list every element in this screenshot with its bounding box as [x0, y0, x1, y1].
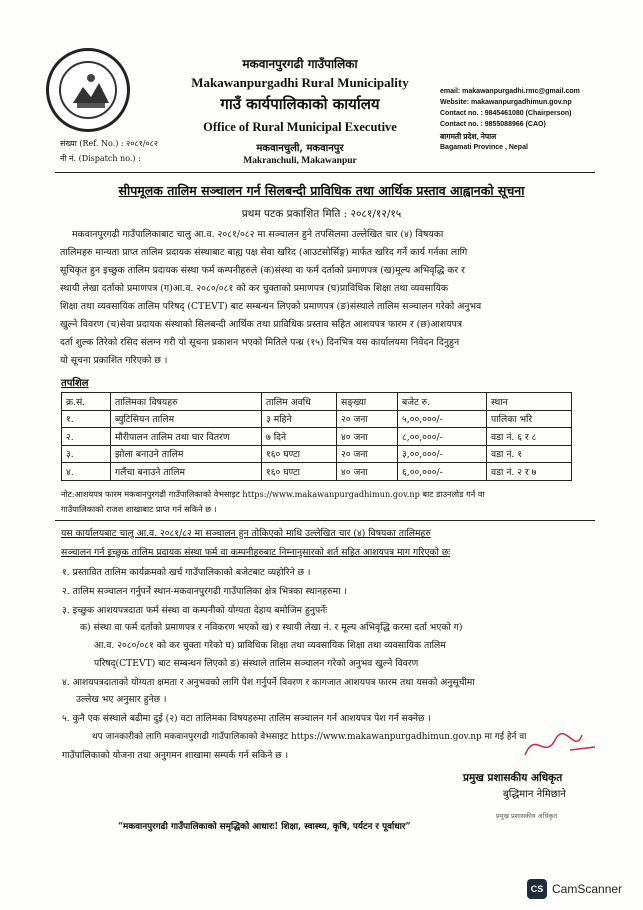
condition-item: ५. कुनै एक संस्थाले बढीमा दुई (२) वटा तालिमका विषयहरुमा तालिम सञ्चालन गर्न आशयपत्र पेश गर्न सक्नेछ । — [62, 713, 431, 724]
table-cell: १. — [62, 410, 111, 428]
table-cell: झोला बनाउने तालिम — [111, 445, 262, 463]
table-row — [62, 445, 572, 463]
header-cell: तालिम अवधि — [262, 393, 337, 411]
table-cell: ३,००,०००/- — [398, 445, 487, 463]
header-divider — [55, 172, 595, 173]
published-date: प्रथम पटक प्रकाशित मिति : २०८१/१२/१५ — [241, 208, 402, 220]
contact-chairperson: Contact no. : 9845461080 (Chairperson) — [440, 110, 572, 117]
condition-subitem: क) संस्था वा फर्म दर्ताको प्रमाणपत्र र नविकरण भएको ख) र स्थायी लेखा नं. र मूल्य अभिवृद्धि करमा दर्ता भएको ग) — [80, 622, 463, 633]
table-cell: ७ दिने — [262, 428, 337, 446]
table-cell: ८,००,०००/- — [398, 428, 487, 446]
conditions-intro: यस कार्यालयबाट चालु आ.व. २०८१/८२ मा सञ्चालन हुन तोकिएको माथि उल्लेखित चार (४) विषयका तालिमहरु — [61, 528, 431, 539]
municipality-seal-icon — [46, 48, 130, 132]
table-cell: ४० जना — [337, 428, 398, 446]
condition-item: उल्लेख भए अनुसार हुनेछ । — [76, 694, 167, 705]
table-cell: वडा नं. २ र ७ — [487, 463, 572, 481]
conditions-intro: सञ्चालन गर्न इच्छुक तालिम प्रदायक संस्था फर्म वा कम्पनीहरुबाट निम्नानुसारको शर्त सहित आशयपत्र माग गरिएको छः — [61, 547, 451, 558]
header-cell: तालिमका विषयहरु — [111, 393, 262, 411]
note-line: नोट:आशयपत्र फारम मकवानपुरगढी गाउँपालिकाको वेभसाइट https://www.makawanpurgadhimun.gov.np बाट डाउनलोड गर्न वा — [61, 489, 485, 499]
table-cell: ३. — [62, 445, 111, 463]
office-english: Office of Rural Municipal Executive — [203, 120, 397, 134]
location-english: Makranchuli, Makawanpur — [243, 156, 357, 166]
table-cell: ३ महिने — [262, 410, 337, 428]
header-cell: बजेट रु. — [398, 393, 487, 411]
table-cell: २० जना — [337, 445, 398, 463]
body-line: मकवानपुरगढी गाउँपालिकाबाट चालु आ.व. २०८१/०८२ मा सञ्चालन हुने तपसिलमा उल्लेखित चार (४) विषयका — [72, 229, 444, 240]
camscanner-label: CamScanner — [552, 882, 623, 896]
table-cell: ५,००,०००/- — [398, 410, 487, 428]
contact-website: Website: makawanpurgadhimun.gov.np — [440, 99, 572, 106]
table-cell: ४. — [62, 463, 111, 481]
table-cell: १६० घण्टा — [262, 463, 337, 481]
province-nepali: बागमती प्रदेश, नेपाल — [440, 132, 497, 141]
table-row — [62, 463, 572, 481]
signatory-title: प्रमुख प्रशासकीय अधिकृत — [463, 772, 563, 784]
table-caption: तपशिल — [61, 378, 89, 389]
title-nepali: मकवानपुरगढी गाउँपालिका — [242, 57, 358, 71]
stamp-text: प्रमुख प्रशासकीय अधिकृत — [496, 812, 558, 820]
camscanner-logo-icon: CS — [527, 879, 547, 899]
table-cell: २० जना — [337, 410, 398, 428]
condition-item: २. तालिम सञ्चालन गर्नुपर्ने स्थान-मकवानपुरगढी गाउँपालिका क्षेत्र भित्रका स्थानहरुमा । — [62, 586, 347, 597]
handwritten-signature-icon — [520, 725, 600, 765]
condition-subitem: परिषद्(CTEVT) बाट सम्बन्धन लिएको ङ) संस्थाले तालिम सञ्चालन गरेको अनुभव खुल्ने विवरण — [94, 658, 419, 669]
body-line: यो सूचना प्रकाशित गरिएको छ । — [60, 355, 168, 366]
body-line: शिक्षा तथा व्यवसायिक तालिम परिषद् (CTEVT) बाट सम्बन्धन लिएको प्रमाणपत्र (ङ)संस्थाले तालिम सञ्चालन गरेको अनुभव — [60, 301, 482, 312]
location-nepali: मकवानचुली, मकवानपुर — [256, 143, 344, 154]
title-english: Makawanpurgadhi Rural Municipality — [191, 75, 409, 90]
table-header-row — [62, 393, 572, 411]
contact-cao: Contact no. : 9855088966 (CAO) — [440, 121, 546, 128]
dispatch-number: नी नं. (Dispatch no.) : — [60, 154, 141, 163]
office-nepali: गाउँ कार्यपालिकाको कार्यालय — [220, 95, 380, 113]
table-cell: मौरीपालन तालिम तथा घार वितरण — [111, 428, 262, 446]
condition-subitem: आ.व. २०८०/०८१ को कर चुक्ता गरेको घ) प्राविधिक शिक्षा तथा व्यवसायिक शिक्षा तथा व्यवसायिक तालिम — [94, 640, 446, 651]
table-cell: पालिका भरि — [487, 410, 572, 428]
condition-item: ३. इच्छुक आशयपत्रदाता फर्म संस्था वा कम्पनीको योग्यता देहाय बमोजिम हुनुपर्नेः — [62, 605, 328, 616]
table-row — [62, 428, 572, 446]
condition-item: ४. आशयपत्रदाताको योग्यता क्षमता र अनुभवको लागि पेश गर्नुपर्ने विवरण र कागजात आशयपत्र फारम तथा यसको अनुसूचीमा — [62, 677, 475, 688]
table-cell: २. — [62, 428, 111, 446]
contact-email: email: makawanpurgadhi.rmc@gmail.com — [440, 88, 580, 95]
footer-motto: “मकवानपुरगढी गाउँपालिकाको समृद्धिको आधारः! शिक्षा, स्वास्थ्य, कृषि, पर्यटन र पूर्वाधार” — [118, 822, 411, 832]
condition-item: गाउँपालिकाको योजना तथा अनुगमन शाखामा सम्पर्क गर्न सकिने छ । — [62, 750, 289, 761]
body-line: सूचिकृत हुन इच्छुक तालिम प्रदायक संस्था फर्म कम्पनीहरुले (क)संस्था वा फर्म दर्ताको प्रमाणपत्र (ख)मूल्य अभिवृद्धि कर र — [60, 265, 465, 276]
condition-item: थप जानकारीको लागि मकवानपुरगढी गाउँपालिकाको वेभसाइट https://www.makawanpurgadhimun.gov.np मा गई हेर्न वा — [92, 732, 527, 742]
table-cell: ब्युटिसियन तालिम — [111, 410, 262, 428]
table-cell: ४० जना — [337, 463, 398, 481]
table-cell: वडा नं. १ — [487, 445, 572, 463]
note-line: गाउँपालिकाको राजश शाखाबाट प्राप्त गर्न सकिने छ । — [61, 504, 217, 514]
section-divider — [55, 520, 595, 521]
table-row — [62, 410, 572, 428]
table-cell: ६,००,०००/- — [398, 463, 487, 481]
header-cell: सङ्ख्या — [337, 393, 398, 411]
table-cell: वडा नं. ६ र ८ — [487, 428, 572, 446]
training-table — [61, 392, 572, 481]
body-line: खुल्ने विवरण (च)सेवा प्रदायक संस्थाको सिलबन्दी आर्थिक तथा प्राविधिक प्रस्ताव सहित आशयपत्र फारम र (छ)आशयपत्र — [60, 319, 463, 330]
notice-title: सीपमूलक तालिम सञ्चालन गर्न सिलबन्दी प्राविधिक तथा आर्थिक प्रस्ताव आह्वानको सूचना — [118, 183, 525, 198]
ref-number: संख्या (Ref. No.) : २०८१/०८२ — [60, 139, 158, 148]
province-english: Bagamati Province , Nepal — [440, 144, 528, 151]
body-line: स्थायी लेखा दर्ताको प्रमाणपत्र (ग)आ.व. २०८०/०८१ को कर चुक्ताको प्रमाणपत्र (घ)प्राविधिक शिक्षा तथा व्यवसायिक — [60, 283, 449, 294]
body-line: दर्ता शुल्क तिरेको रसिद संलग्न गरी यो सूचना प्रकाशन भएको मितिले पन्ध्र (१५) दिनभित्र यस कार्यालयमा निवेदन दिनुहुन — [60, 337, 460, 348]
body-line: तालिमहरु मान्यता प्राप्त तालिम प्रदायक संस्थाबाट बाह्य पक्ष सेवा खरिद (आउटसोर्सिङ्ग) मार्फत खरिद गर्ने कार्य गर्नका लागि — [60, 247, 468, 258]
table-cell: गलैंचा बनाउने तालिम — [111, 463, 262, 481]
signatory-name: बुद्धिमान नेमिछाने — [503, 789, 566, 800]
condition-item: १. प्रस्तावित तालिम कार्यक्रमको खर्च गाउँपालिकाको बजेटबाट व्यहोरिने छ । — [62, 567, 311, 578]
table-cell: १६० घण्टा — [262, 445, 337, 463]
header-cell: क्र.सं. — [62, 393, 111, 411]
header-cell: स्थान — [487, 393, 572, 411]
